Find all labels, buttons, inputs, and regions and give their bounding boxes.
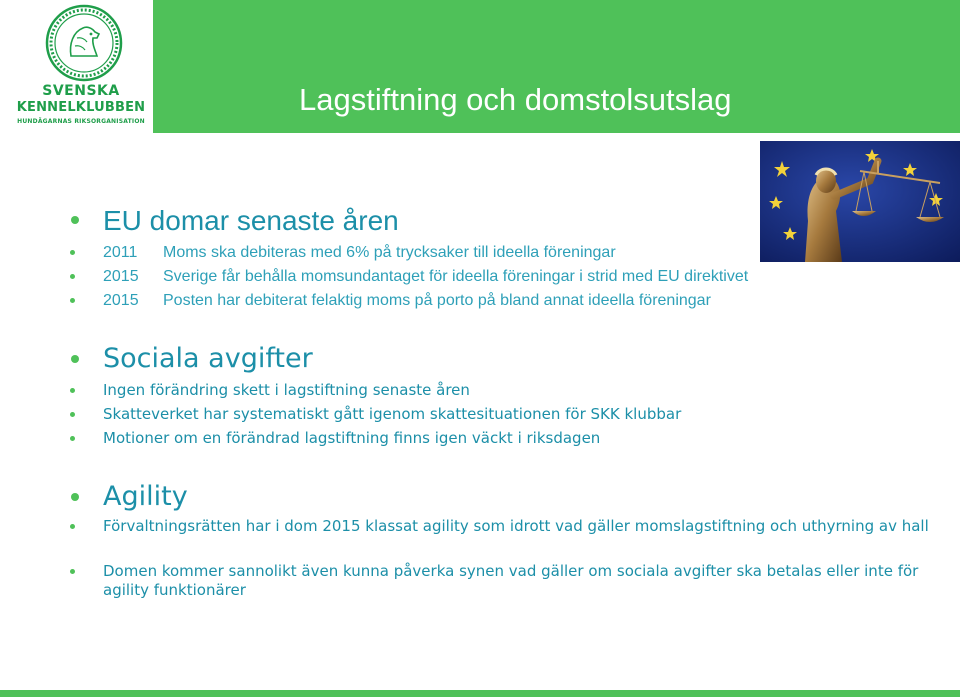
list-item: Domen kommer sannolikt även kunna påverka synen vad gäller om sociala avgifter ska betalas eller inte för agility funktionärer [103,562,919,599]
section-heading-eu: EU domar senaste åren [103,205,399,236]
list-item: Skatteverket har systematiskt gått igenom skattesituationen för SKK klubbar [103,405,682,423]
list-item: Förvaltningsrätten har i dom 2015 klassat agility som idrott vad gäller momslagstiftning och uthyrning av hall [103,517,929,535]
item-year: 2015 [103,292,139,309]
page-title: Lagstiftning och domstolsutslag [299,82,732,117]
bullet-icon [71,216,79,224]
bullet-icon [70,569,75,574]
title-bar [153,0,960,133]
bullet-icon [70,388,75,393]
list-item [103,291,711,311]
logo-line-1: SVENSKA [42,83,120,99]
item-text: Sverige får behålla momsundantaget för ideella föreningar i strid med EU direktivet [163,268,749,285]
section-heading-sociala: Sociala avgifter [103,343,313,374]
bullet-icon [71,355,79,363]
logo-line-3: HUNDÄGARNAS RIKSORGANISATION [17,118,145,125]
bottom-bar [0,690,960,697]
bullet-icon [70,298,75,303]
bullet-icon [70,412,75,417]
bullet-icon [70,274,75,279]
skk-logo [8,0,146,132]
bullet-icon [70,436,75,441]
item-text: Moms ska debiteras med 6% på trycksaker till ideella föreningar [163,244,616,261]
logo-line-2: KENNELKLUBBEN [16,100,146,115]
list-item: Ingen förändring skett i lagstiftning senaste åren [103,381,470,399]
skk-emblem-icon [45,4,123,82]
section-heading-agility: Agility [103,481,188,512]
bullet-icon [70,250,75,255]
item-year: 2015 [103,268,139,285]
list-item [103,267,748,287]
lady-justice-image [760,141,960,262]
item-year: 2011 [103,244,138,261]
bullet-icon [70,524,75,529]
item-text: Posten har debiterat felaktig moms på porto på bland annat ideella föreningar [163,292,711,309]
list-item [103,243,616,263]
list-item: Motioner om en förändrad lagstiftning finns igen väckt i riksdagen [103,429,601,447]
bullet-icon [71,493,79,501]
